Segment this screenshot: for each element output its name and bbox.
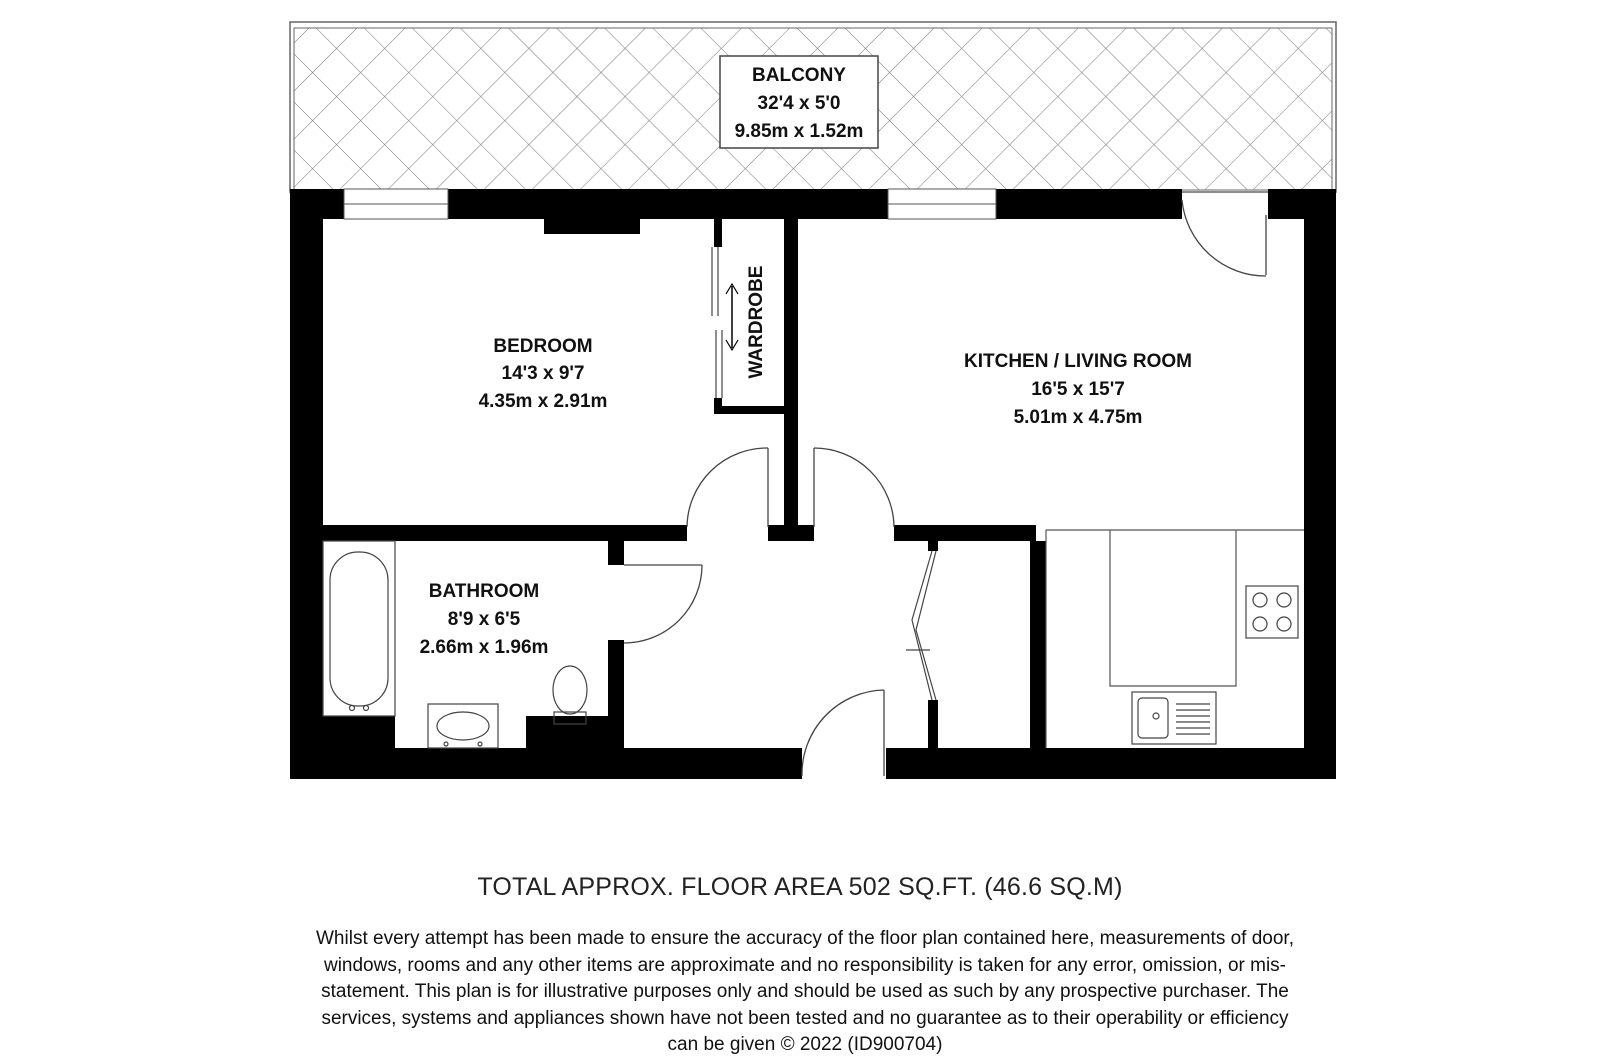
front-door <box>802 690 884 776</box>
balcony-imperial: 32'4 x 5'0 <box>757 93 841 114</box>
kitchen-door <box>814 448 894 527</box>
bedroom-imperial: 14'3 x 9'7 <box>501 363 585 384</box>
toilet-icon <box>553 666 587 724</box>
bedroom-name: BEDROOM <box>493 336 593 357</box>
kitchen-imperial: 16'5 x 15'7 <box>1031 379 1125 400</box>
total-floor-area: TOTAL APPROX. FLOOR AREA 502 SQ.FT. (46.6 SQ.M) <box>477 873 1123 901</box>
balcony-door <box>1182 200 1266 276</box>
hob-icon <box>1246 586 1298 638</box>
washbasin-icon <box>428 704 498 748</box>
bathroom-imperial: 8'9 x 6'5 <box>447 609 521 630</box>
kitchen-metric: 5.01m x 4.75m <box>1013 407 1143 428</box>
bedroom-metric: 4.35m x 2.91m <box>478 391 608 412</box>
bathroom-name: BATHROOM <box>428 581 540 602</box>
bathroom-metric: 2.66m x 1.96m <box>419 637 549 658</box>
balcony-name: BALCONY <box>752 65 846 86</box>
kitchen-name: KITCHEN / LIVING ROOM <box>964 351 1192 372</box>
balcony-metric: 9.85m x 1.52m <box>734 121 864 142</box>
cupboard-doors <box>906 551 936 700</box>
wardrobe-name: WARDROBE <box>746 265 767 379</box>
disclaimer-text: Whilst every attempt has been made to ensure the accuracy of the floor plan contained here, measurements of door, windows, rooms and any other items are approximate and no responsibility is taken for any error, omission, or mis-statement. This plan is for illustrative purposes only and should be used as such by any prospective purchaser. The services, systems and appliances shown have not been tested and no guarantee as to their operability or efficiency can be given © 2022 (ID900704) <box>316 928 1294 1055</box>
kitchen-counter <box>1046 530 1304 748</box>
wardrobe-doors <box>712 247 738 398</box>
walls <box>290 189 1336 779</box>
bathroom-door <box>624 565 702 643</box>
sink-icon <box>1132 692 1216 744</box>
bath-icon <box>323 541 395 716</box>
bedroom-door <box>687 448 768 527</box>
